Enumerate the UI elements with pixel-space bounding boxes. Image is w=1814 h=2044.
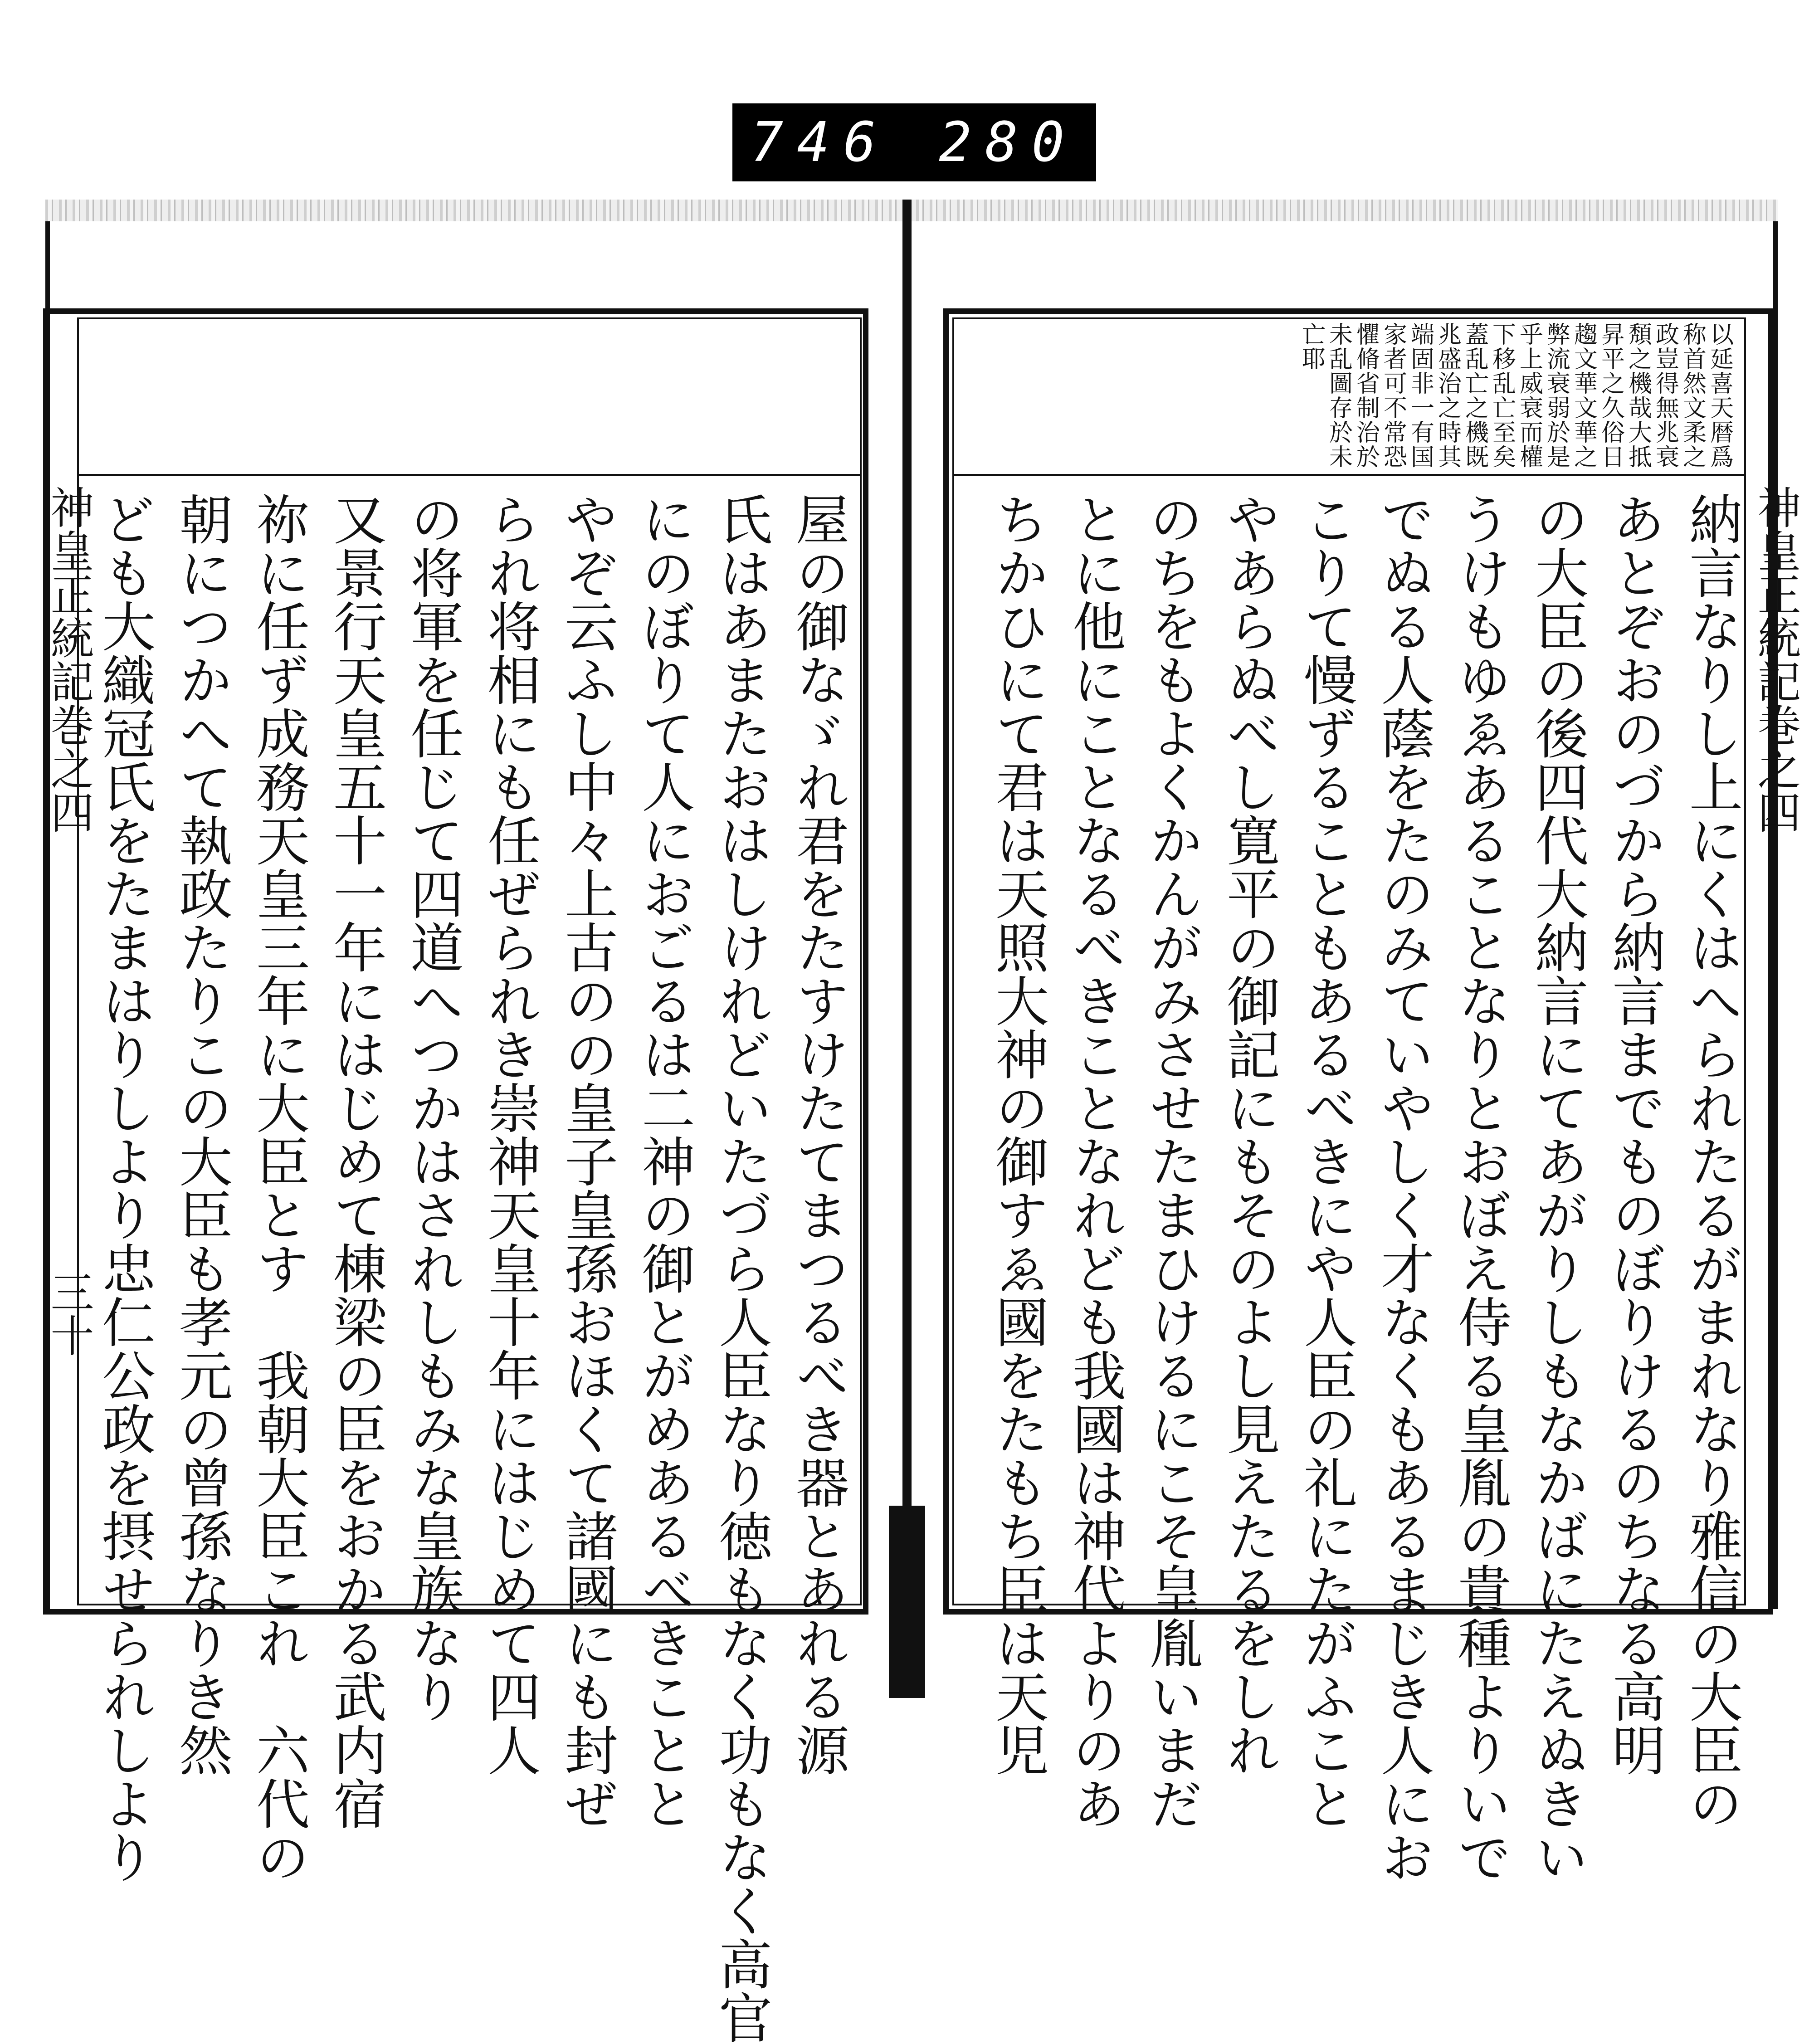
text-column: こりて慢ずることもあるべきにや人臣の礼にたがふこと	[1295, 492, 1357, 1830]
text-column: あとぞおのづから納言までものぼりけるのちなる高明	[1603, 492, 1666, 1776]
left-folio: 三十	[44, 1270, 94, 1357]
headnote-line: 乎上威衰而權	[1515, 322, 1543, 469]
text-column: ちかひにて君は天照大神の御すゑ國をたもち臣は天児	[986, 492, 1049, 1776]
headnote-line: 弊流衰弱於是	[1542, 322, 1570, 469]
headnote-line: 端固非一有国	[1406, 322, 1434, 469]
book-top-edge	[45, 200, 1778, 221]
text-column: のちをもよくかんがみさせたまひけるにこそ皇胤いまだ	[1141, 492, 1203, 1830]
reel-number-left: 746	[751, 111, 890, 174]
text-column: 又景行天皇五十一年にはじめて棟梁の臣をおかる武内宿	[324, 492, 387, 1830]
headnote-line: 称首然文柔之	[1678, 322, 1706, 469]
headnote-line: 昇平之久俗日	[1597, 322, 1624, 469]
headnote-line: 亡耶	[1297, 322, 1325, 371]
reel-number-right: 280	[939, 111, 1078, 174]
text-column: 祢に任ず成務天皇三年に大臣とす 我朝大臣これ 六代の	[247, 492, 310, 1883]
text-column: 朝につかへて執政たりこの大臣も孝元の曾孫なりき然	[170, 492, 233, 1776]
text-column: やぞ云ふし中々上古のの皇子皇孫おほくて諸國にも封ぜ	[556, 492, 618, 1830]
headnote-line: 趨文華文華之	[1570, 322, 1597, 469]
reel-label	[732, 103, 1096, 181]
headnote-line: 頽之機哉大抵	[1624, 322, 1652, 469]
book-spine-base	[889, 1506, 925, 1698]
text-column: でぬる人蔭をたのみていやしく才なくもあるまじき人にお	[1372, 492, 1434, 1883]
left-margin-title: 神皇正統記巻之四	[44, 485, 94, 834]
text-column: やあらぬべし寛平の御記にもそのよし見えたるをしれ	[1218, 492, 1280, 1776]
headnote-line: 兆盛治之時其	[1434, 322, 1461, 469]
right-headnote-divider	[952, 474, 1746, 476]
text-column: とに他にことなるべきことなれども我國は神代よりのあ	[1063, 492, 1126, 1830]
text-column: 氏はあまたおはしけれどいたづら人臣なり徳もなく功もなく高官	[710, 492, 772, 2044]
book-spine	[902, 200, 912, 1696]
headnote-line: 未乱圖存於未	[1325, 322, 1352, 469]
headnote-line: 蓋乱亡之機既	[1461, 322, 1488, 469]
text-column: うけもゆゑあることなりとおぼえ侍る皇胤の貴種よりいで	[1449, 492, 1512, 1883]
headnote-line: 家者可不常恐	[1379, 322, 1407, 469]
left-headnote-divider	[77, 474, 862, 476]
text-column: られ将相にも任ぜられき崇神天皇十年にはじめて四人	[478, 492, 541, 1776]
right-margin-title: 神皇正統記巻之四	[1751, 485, 1801, 834]
text-column: にのぼりて人におごるは二神の御とがめあるべきことと	[633, 492, 695, 1830]
text-column: ども大織冠氏をたまはりしより忠仁公政を摂せられしより	[93, 492, 156, 1883]
headnote-line: 懼脩省制治於	[1352, 322, 1380, 469]
text-column: の大臣の後四代大納言にてあがりしもなかばにたえぬきい	[1526, 492, 1589, 1883]
text-column: の将軍を任じて四道へつかはされしもみな皇族なり	[401, 492, 464, 1723]
text-column: 納言なりし上にくはへられたるがまれなり雅信の大臣の	[1680, 492, 1743, 1830]
headnote-line: 以延喜天暦爲	[1706, 322, 1733, 469]
headnote-line: 下移乱亡至矣	[1488, 322, 1516, 469]
headnote-line: 政豈得無兆衰	[1651, 322, 1679, 469]
text-column: 屋の御なゞれ君をたすけたてまつるべき器とあれる源	[787, 492, 849, 1776]
